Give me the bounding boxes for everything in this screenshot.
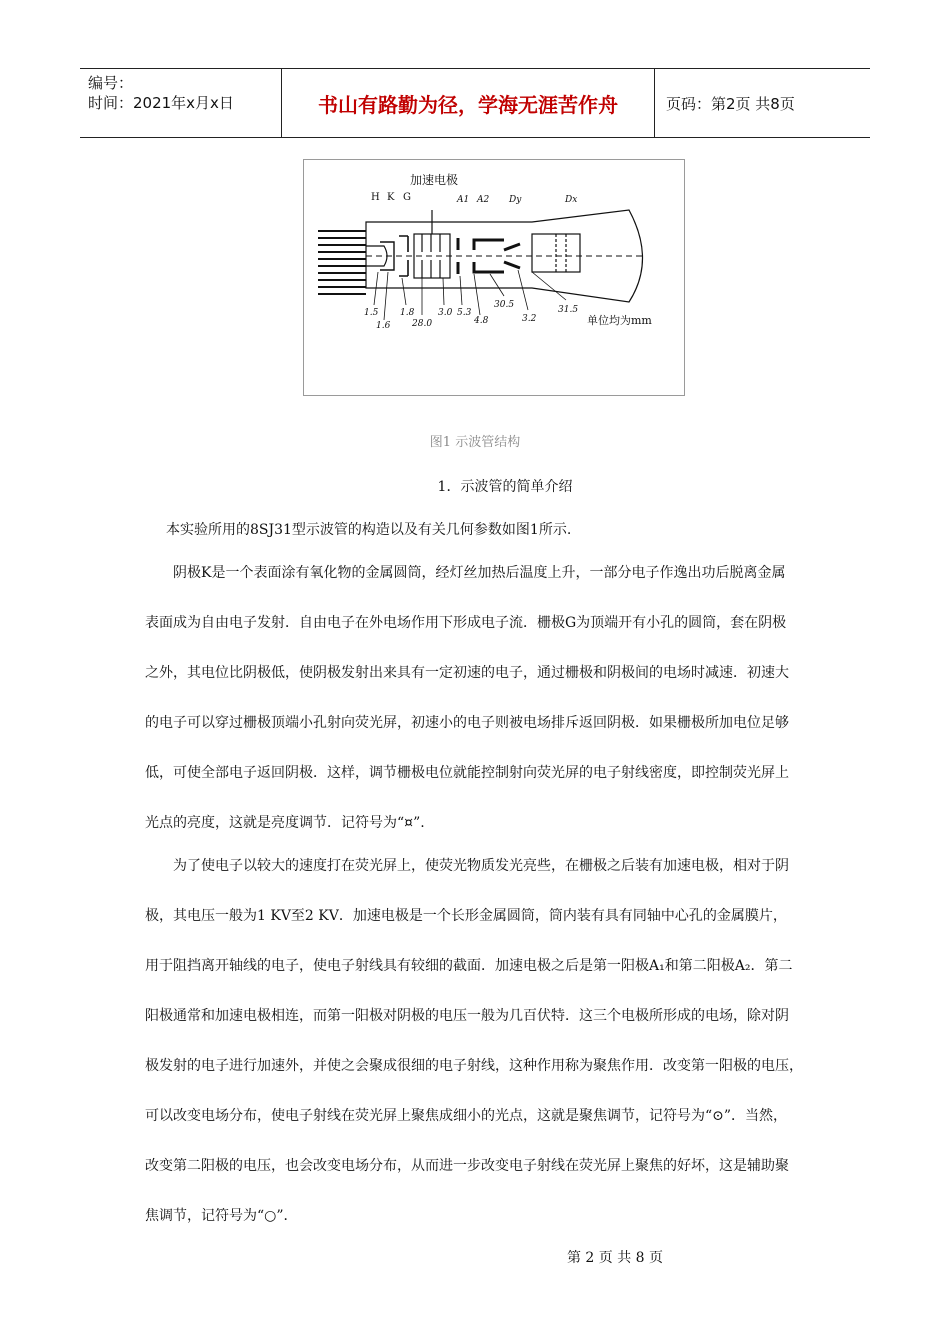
date-label: 时间：2021年x月x日: [88, 94, 234, 112]
text-line: 可以改变电场分布，使电子射线在荧光屏上聚焦成细小的光点，这就是聚焦调节，记符号为“⊙”．当然，: [145, 1108, 788, 1124]
text-line: 焦调节，记符号为“○”．: [145, 1208, 298, 1224]
text-line: 表面成为自由电子发射．自由电子在外电场作用下形成电子流．栅极G为顶端开有小孔的圆筒，套在阴极: [145, 615, 787, 631]
oscilloscope-tube-figure: [303, 159, 685, 396]
section-title: 1．示波管的简单介绍: [437, 479, 573, 495]
label-g: G: [403, 192, 411, 203]
dim-5: 3.0: [438, 308, 453, 318]
paragraph-2: [145, 562, 810, 832]
dim-7: 4.8: [474, 316, 489, 326]
text-line: 极发射的电子进行加速外，并使之会聚成很细的电子射线，这种作用称为聚焦作用．改变第一阳极的电压，: [145, 1058, 803, 1074]
text-line: 之外，其电位比阴极低，使阴极发射出来具有一定初速的电子，通过栅极和阴极间的电场时减速．初速大: [145, 665, 789, 681]
text-line: 低，可使全部电子返回阴极．这样，调节栅极电位就能控制射向荧光屏的电子射线密度，即控制荧光屏上: [145, 765, 789, 781]
figure-caption: 图1 示波管结构: [429, 435, 521, 450]
number-label: 编号：: [88, 74, 134, 92]
dim-8: 30.5: [494, 300, 515, 310]
header-motto: 书山有路勤为径，学海无涯苦作舟: [282, 69, 655, 137]
text-line: 本实验所用的8SJ31型示波管的构造以及有关几何参数如图1所示.: [166, 522, 572, 538]
text-line: 极，其电压一般为1 KV至2 KV．加速电极是一个长形金属圆筒，筒内装有具有同轴中心孔的金属膜片，: [145, 908, 787, 924]
label-dx: Dx: [565, 195, 578, 205]
text-line: 用于阻挡离开轴线的电子，使电子射线具有较细的截面．加速电极之后是第一阳极A₁和第二阳极A₂．第二: [145, 958, 793, 974]
dim-9: 3.2: [522, 314, 537, 324]
text-line: 改变第二阳极的电压，也会改变电场分布，从而进一步改变电子射线在荧光屏上聚焦的好坏，这是辅助聚: [145, 1158, 789, 1174]
text-line: 阴极K是一个表面涂有氧化物的金属圆筒，经灯丝加热后温度上升，一部分电子作逸出功后脱离金属: [173, 565, 786, 581]
label-k: K: [387, 192, 395, 203]
label-accel: 加速电极: [410, 173, 459, 187]
tube-diagram: [304, 160, 684, 395]
dim-6: 5.3: [457, 308, 472, 318]
page-footer: 第 2 页 共 8 页: [566, 1250, 664, 1266]
label-h: H: [371, 192, 380, 203]
header-table: [80, 68, 870, 138]
dim-4: 28.0: [412, 319, 433, 329]
label-dy: Dy: [509, 195, 522, 205]
label-a1: A1: [457, 195, 470, 205]
text-line: 光点的亮度，这就是亮度调节．记符号为“¤”.: [145, 815, 425, 831]
paragraph-1: [145, 519, 810, 543]
accelerating-electrode: [414, 210, 450, 278]
tube-pins: [318, 231, 366, 294]
unit-label: 单位均为mm: [587, 314, 652, 327]
dim-3: 1.8: [400, 308, 415, 318]
dim-1: 1.5: [364, 308, 379, 318]
dim-2: 1.6: [376, 321, 391, 331]
header-page-info: 页码：第2页 共8页: [666, 94, 795, 113]
dim-10: 31.5: [558, 305, 579, 315]
deflector-dx: [532, 234, 580, 272]
text-line: 为了使电子以较大的速度打在荧光屏上，使荧光物质发光亮些，在栅极之后装有加速电极，相对于阴: [173, 858, 789, 874]
header-meta: [80, 69, 282, 137]
text-line: 的电子可以穿过栅极顶端小孔射向荧光屏，初速小的电子则被电场排斥返回阴极．如果栅极所加电位足够: [145, 715, 789, 731]
label-a2: A2: [477, 195, 490, 205]
text-line: 阳极通常和加速电极相连，而第一阳极对阴极的电压一般为几百伏特．这三个电极所形成的电场，除对阴: [145, 1008, 789, 1024]
paragraph-3: [145, 855, 810, 1225]
